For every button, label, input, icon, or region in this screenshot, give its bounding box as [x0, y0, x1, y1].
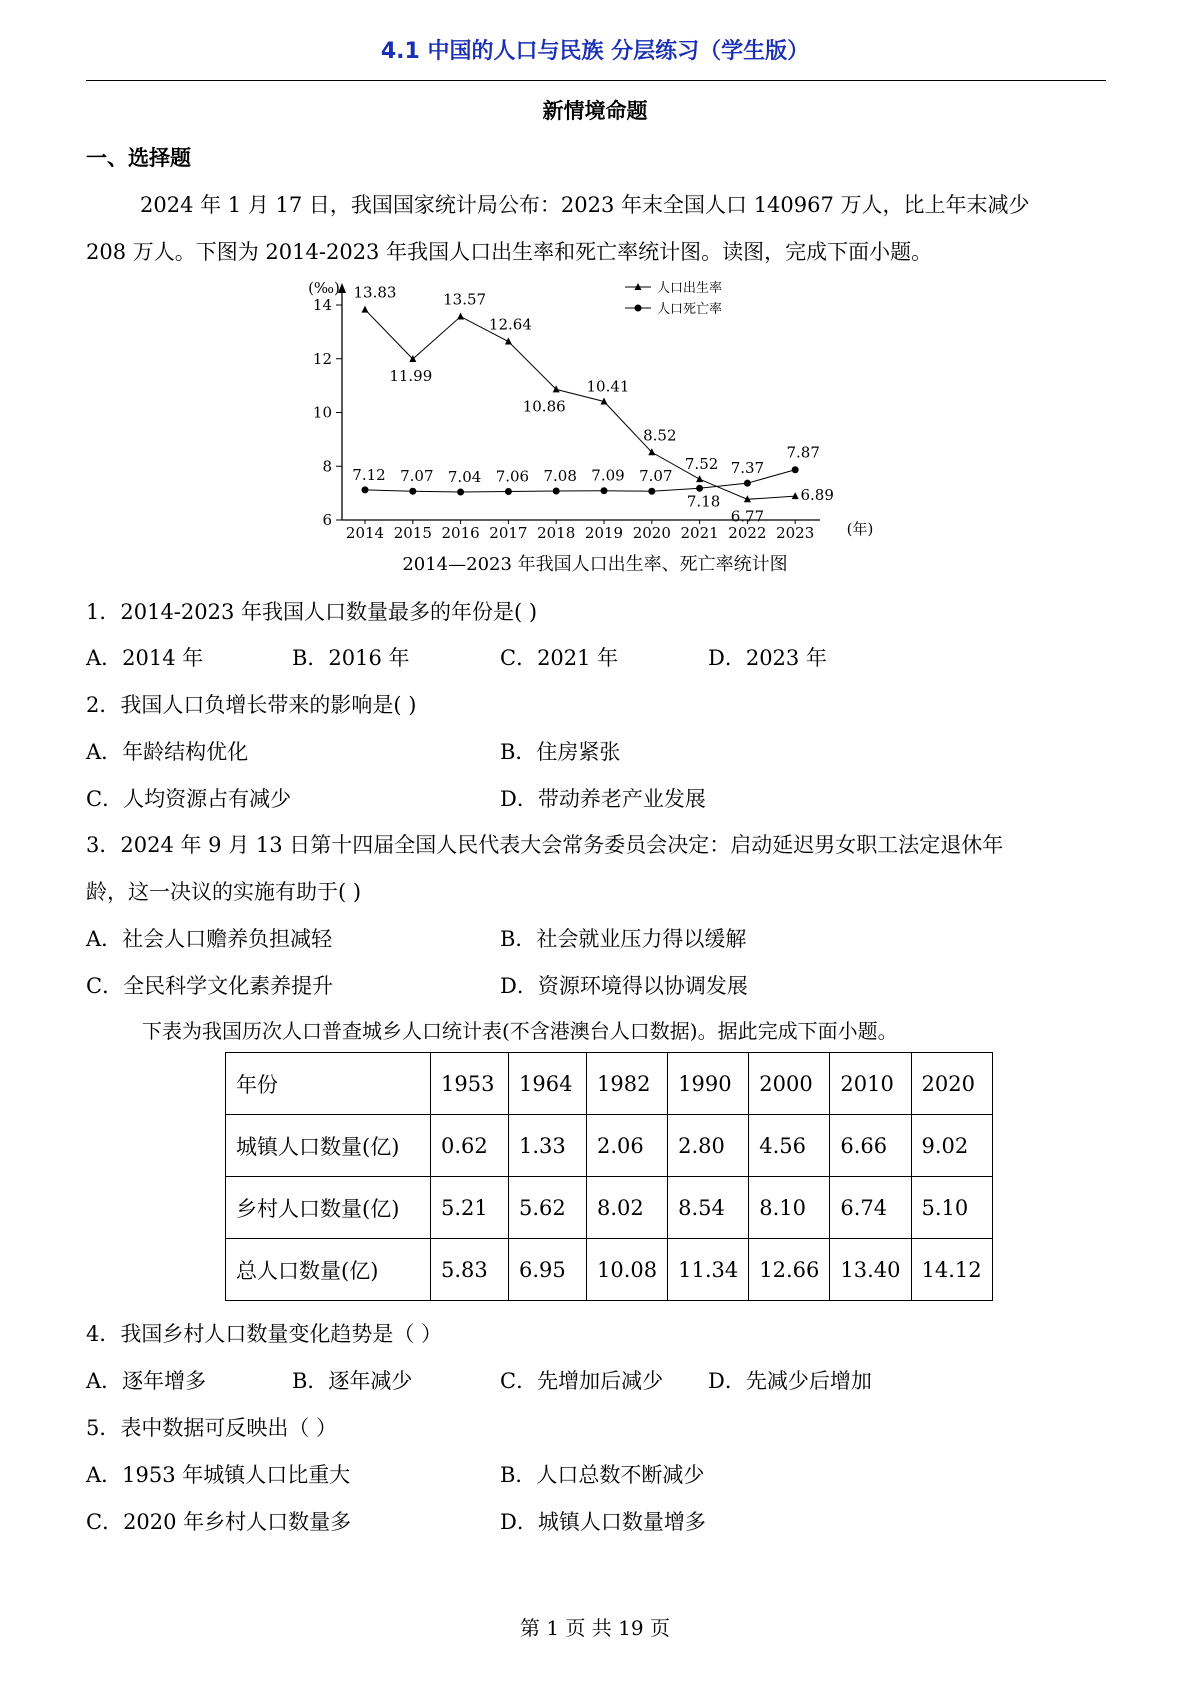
- death-rate-point: [744, 480, 751, 487]
- x-tick-label: 2023: [776, 524, 815, 542]
- table-cell: 1.33: [509, 1115, 587, 1177]
- table-cell: 10.08: [587, 1239, 668, 1301]
- question-3-option-d[interactable]: D．资源环境得以协调发展: [500, 974, 748, 998]
- table-header-cell: 2010: [830, 1053, 911, 1115]
- question-1-stem: 1．2014-2023 年我国人口数量最多的年份是( ): [86, 600, 538, 624]
- death-rate-value-label: 7.37: [730, 459, 765, 478]
- table-header-cell: 1990: [668, 1053, 749, 1115]
- table-cell: 9.02: [911, 1115, 992, 1177]
- table-header-cell: 1964: [509, 1053, 587, 1115]
- x-axis-unit-label: (年): [846, 520, 874, 538]
- birth-rate-point: [457, 313, 464, 320]
- table-cell: 11.34: [668, 1239, 749, 1301]
- table-cell: 13.40: [830, 1239, 911, 1301]
- table-header-cell: 1982: [587, 1053, 668, 1115]
- table-header-cell: 2020: [911, 1053, 992, 1115]
- birth-rate-point: [362, 306, 369, 313]
- death-rate-point: [505, 488, 512, 495]
- table-cell: 6.74: [830, 1177, 911, 1239]
- death-rate-value-label: 7.04: [447, 468, 482, 487]
- question-4-option-b[interactable]: B．逐年减少: [292, 1369, 413, 1393]
- section-heading: 一、选择题: [86, 146, 191, 170]
- death-rate-point: [601, 487, 608, 494]
- legend-label: 人口出生率: [657, 281, 723, 296]
- question-3-option-a[interactable]: A．社会人口赡养负担减轻: [86, 927, 333, 951]
- table-cell: 8.02: [587, 1177, 668, 1239]
- question-1-option-c[interactable]: C．2021 年: [500, 646, 619, 670]
- death-rate-value-label: 7.07: [639, 467, 673, 486]
- question-3-option-b[interactable]: B．社会就业压力得以缓解: [500, 927, 747, 951]
- y-axis-unit-label: (‰): [308, 279, 340, 297]
- header-rule: [86, 80, 1106, 81]
- birth-rate-value-label: 6.89: [800, 486, 834, 505]
- x-tick-label: 2015: [393, 524, 432, 542]
- x-tick-label: 2014: [345, 524, 385, 542]
- table-cell: 总人口数量(亿): [226, 1239, 431, 1301]
- table-cell: 乡村人口数量(亿): [226, 1177, 431, 1239]
- question-2-option-a[interactable]: A．年龄结构优化: [86, 740, 249, 764]
- table-intro: 下表为我国历次人口普查城乡人口统计表(不含港澳台人口数据)。据此完成下面小题。: [142, 1019, 898, 1043]
- table-cell: 2.80: [668, 1115, 749, 1177]
- table-row: [226, 1239, 993, 1301]
- death-rate-value-label: 7.87: [786, 443, 820, 462]
- y-tick-label: 8: [322, 457, 332, 476]
- birth-rate-value-label: 8.52: [643, 426, 677, 445]
- question-2-option-c[interactable]: C．人均资源占有减少: [86, 787, 292, 811]
- section-subtitle: 新情境命题: [542, 99, 648, 123]
- x-tick-label: 2020: [632, 524, 671, 542]
- table-cell: 8.10: [749, 1177, 830, 1239]
- table-cell: 5.21: [431, 1177, 509, 1239]
- death-rate-value-label: 7.09: [591, 466, 625, 485]
- birth-rate-value-label: 10.86: [522, 397, 566, 416]
- table-row: [226, 1115, 993, 1177]
- death-rate-point: [457, 489, 464, 496]
- table-cell: 5.62: [509, 1177, 587, 1239]
- question-5-stem: 5．表中数据可反映出（ ）: [86, 1416, 338, 1440]
- x-tick-label: 2019: [584, 524, 624, 542]
- death-rate-point: [648, 488, 655, 495]
- question-1-option-d[interactable]: D．2023 年: [708, 646, 827, 670]
- birth-rate-point: [792, 492, 799, 499]
- table-cell: 12.66: [749, 1239, 830, 1301]
- table-cell: 城镇人口数量(亿): [226, 1115, 431, 1177]
- x-tick-label: 2017: [489, 524, 528, 542]
- birth-rate-value-label: 13.57: [443, 290, 487, 309]
- table-cell: 8.54: [668, 1177, 749, 1239]
- legend-label: 人口死亡率: [657, 302, 723, 317]
- page-footer: 第 1 页 共 19 页: [520, 1616, 670, 1640]
- birth-rate-point: [505, 338, 512, 345]
- birth-rate-value-label: 10.41: [586, 377, 630, 396]
- table-cell: 5.83: [431, 1239, 509, 1301]
- question-1-option-a[interactable]: A．2014 年: [86, 646, 204, 670]
- table-cell: 5.10: [911, 1177, 992, 1239]
- question-1-option-b[interactable]: B．2016 年: [292, 646, 410, 670]
- birth-rate-value-label: 7.52: [684, 455, 719, 474]
- legend-marker: [635, 305, 642, 312]
- birth-death-rate-chart: [300, 275, 900, 575]
- y-tick-label: 12: [312, 349, 332, 368]
- birth-rate-value-label: 13.83: [353, 283, 397, 302]
- death-rate-value-label: 7.18: [686, 492, 721, 511]
- table-cell: 6.66: [830, 1115, 911, 1177]
- question-3-stem-line2: 龄，这一决议的实施有助于( ): [86, 880, 362, 904]
- table-cell: 4.56: [749, 1115, 830, 1177]
- intro-paragraph-line1: 2024 年 1 月 17 日，我国国家统计局公布：2023 年末全国人口 140967 万人，比上年末减少: [140, 193, 1030, 217]
- table-row: [226, 1177, 993, 1239]
- y-tick-label: 14: [312, 296, 332, 314]
- table-cell: 14.12: [911, 1239, 992, 1301]
- census-table: [225, 1052, 993, 1301]
- question-5-option-d[interactable]: D．城镇人口数量增多: [500, 1510, 706, 1534]
- birth-rate-value-label: 11.99: [389, 367, 433, 386]
- birth-rate-value-label: 6.77: [730, 507, 765, 526]
- table-header-cell: 2000: [749, 1053, 830, 1115]
- question-3-stem-line1: 3．2024 年 9 月 13 日第十四届全国人民代表大会常务委员会决定：启动延迟男女职工法定退休年: [86, 833, 1004, 857]
- chart-svg: [300, 275, 900, 575]
- question-4-stem: 4．我国乡村人口数量变化趋势是（ ）: [86, 1322, 443, 1346]
- question-4-option-c[interactable]: C．先增加后减少: [500, 1369, 664, 1393]
- table-cell: 2.06: [587, 1115, 668, 1177]
- death-rate-point: [553, 487, 560, 494]
- death-rate-point: [696, 485, 703, 492]
- table-header-cell: 年份: [226, 1053, 431, 1115]
- table-cell: 0.62: [431, 1115, 509, 1177]
- x-tick-label: 2016: [441, 524, 480, 542]
- question-2-stem: 2．我国人口负增长带来的影响是( ): [86, 693, 417, 717]
- birth-rate-point: [696, 475, 703, 482]
- death-rate-value-label: 7.12: [352, 465, 386, 484]
- page-header-title: 4.1 中国的人口与民族 分层练习（学生版）: [380, 39, 810, 64]
- question-2-option-b[interactable]: B．住房紧张: [500, 740, 621, 764]
- question-2-option-d[interactable]: D．带动养老产业发展: [500, 787, 706, 811]
- question-5-option-c[interactable]: C．2020 年乡村人口数量多: [86, 1510, 352, 1534]
- table-header-cell: 1953: [431, 1053, 509, 1115]
- chart-caption: 2014—2023 年我国人口出生率、死亡率统计图: [402, 554, 788, 575]
- y-tick-label: 10: [312, 403, 332, 422]
- question-5-option-b[interactable]: B．人口总数不断减少: [500, 1463, 705, 1487]
- death-rate-value-label: 7.07: [400, 467, 434, 486]
- table-cell: 6.95: [509, 1239, 587, 1301]
- birth-rate-value-label: 12.64: [488, 315, 532, 334]
- question-4-option-a[interactable]: A．逐年增多: [86, 1369, 207, 1393]
- death-rate-value-label: 7.06: [495, 467, 530, 486]
- death-rate-point: [362, 486, 369, 493]
- table-header-row: [226, 1053, 993, 1115]
- death-rate-point: [792, 466, 799, 473]
- question-3-option-c[interactable]: C．全民科学文化素养提升: [86, 974, 334, 998]
- intro-paragraph-line2: 208 万人。下图为 2014-2023 年我国人口出生率和死亡率统计图。读图，完成下面小题。: [86, 240, 933, 264]
- question-5-option-a[interactable]: A．1953 年城镇人口比重大: [86, 1463, 351, 1487]
- x-tick-label: 2018: [537, 524, 576, 542]
- question-4-option-d[interactable]: D．先减少后增加: [708, 1369, 872, 1393]
- death-rate-point: [409, 488, 416, 495]
- y-tick-label: 6: [322, 511, 332, 529]
- x-tick-label: 2021: [680, 524, 719, 542]
- death-rate-value-label: 7.08: [543, 466, 577, 485]
- x-tick-label: 2022: [728, 524, 767, 542]
